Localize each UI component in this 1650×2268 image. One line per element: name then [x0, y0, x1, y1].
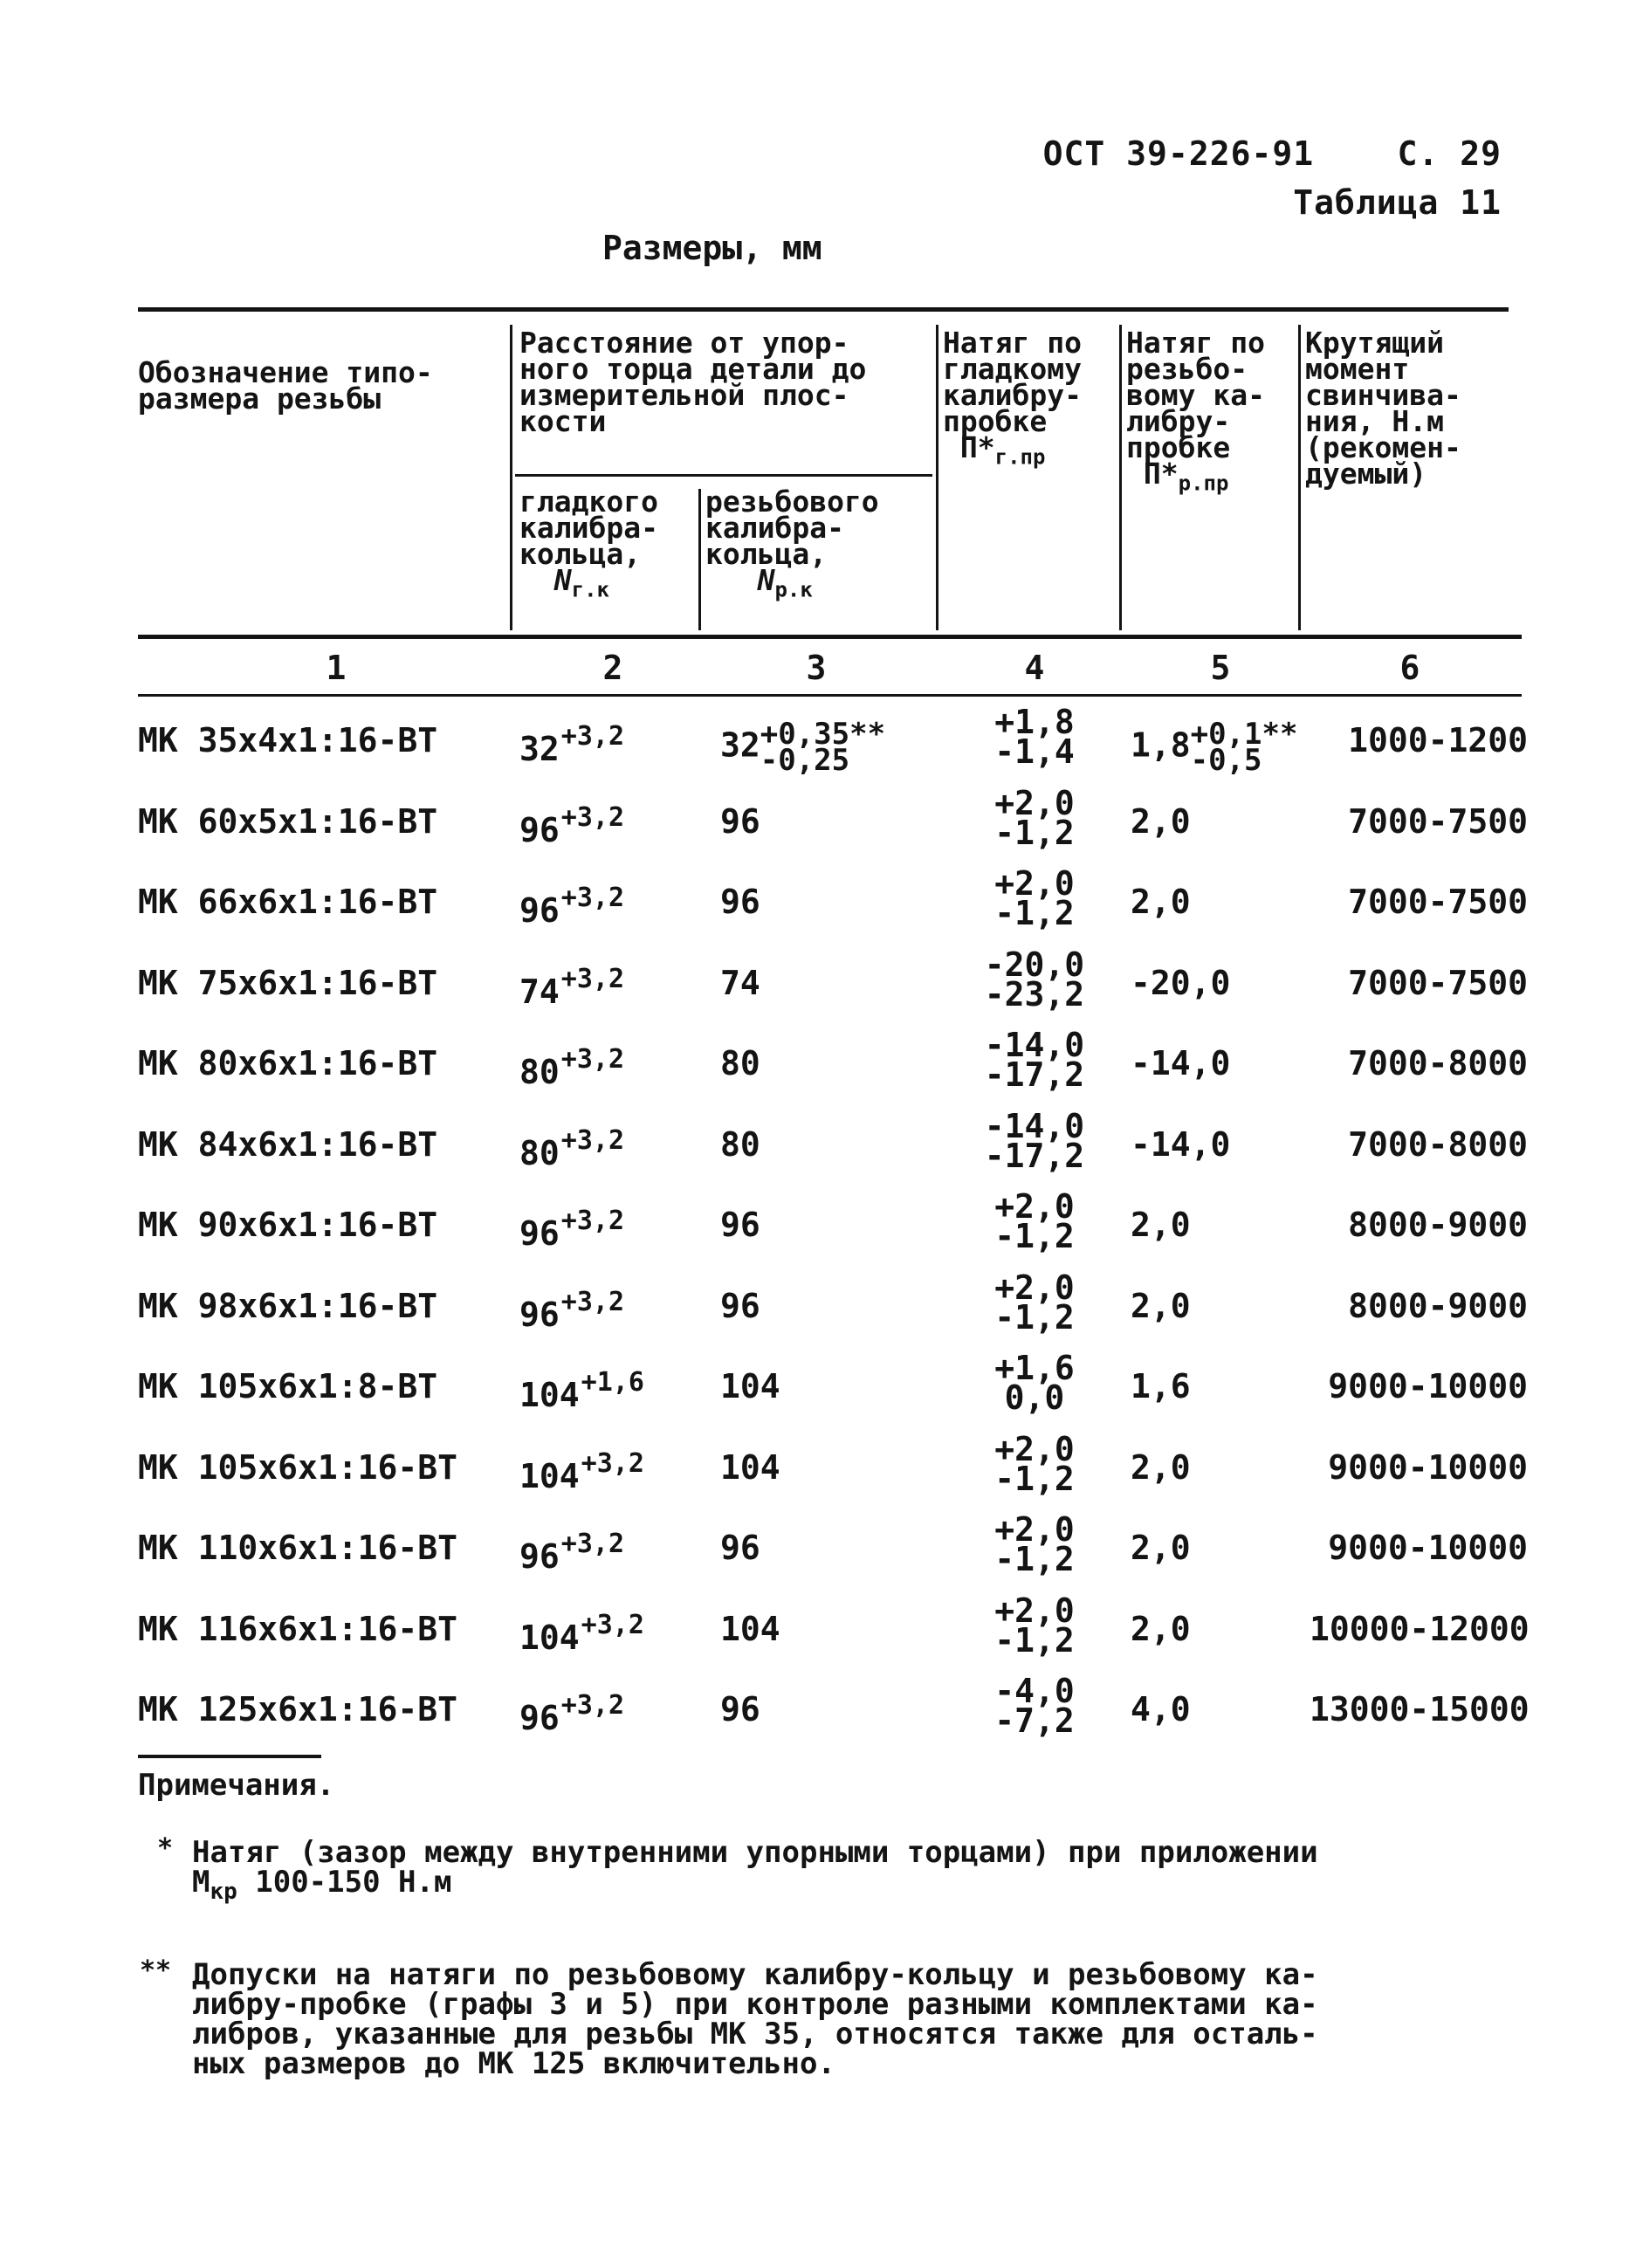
p-gpr-tolerance: +2,0 -1,2 — [994, 1268, 1075, 1337]
n-gk-value: $80^{+3,2}$ — [519, 1124, 625, 1172]
n-gk-value: $96^{+3,2}$ — [519, 1529, 625, 1576]
thread-designation: МК 125x6x1:16-ВТ — [138, 1690, 458, 1728]
n-rk-value: 104 — [720, 1367, 780, 1405]
torque-value: 7000-8000 — [1348, 1044, 1528, 1082]
p-gpr-tolerance: -14,0 -17,2 — [984, 1026, 1085, 1094]
thread-designation: МК 75x6x1:16-ВТ — [138, 963, 438, 1002]
thread-designation: МК 98x6x1:16-ВТ — [138, 1286, 438, 1325]
thread-designation: МК 105x6x1:8-ВТ — [138, 1367, 438, 1405]
header-col23-group: Расстояние от упор- ного торца детали до измерительной плос- кости — [519, 326, 867, 438]
n-rk-value: 104 — [720, 1609, 780, 1648]
n-gk-value: $74^{+3,2}$ — [519, 963, 625, 1011]
n-gk-value: $96^{+3,2}$ — [519, 1690, 625, 1737]
table-top-rule — [138, 307, 1509, 312]
table-row — [0, 1187, 1650, 1272]
p-gpr-tolerance: +2,0 -1,2 — [994, 1187, 1075, 1255]
column-number: 4 — [1024, 649, 1045, 687]
column-number: 2 — [602, 649, 623, 687]
torque-value: 13000-15000 — [1310, 1690, 1530, 1728]
header-col4: Натяг по гладкому калибру- пробке $П*_{г.пр}$ — [943, 326, 1082, 470]
torque-value: 7000-7500 — [1348, 883, 1528, 921]
n-rk-value: 96 — [720, 1529, 760, 1567]
units-caption: Размеры, мм — [602, 229, 822, 267]
table-row — [0, 1510, 1650, 1595]
note2-mark: ** — [140, 1955, 172, 1986]
torque-value: 7000-8000 — [1348, 1124, 1528, 1164]
n-rk-value: 96 — [720, 1206, 760, 1244]
p-rpr-value: 2,0 — [1131, 1529, 1191, 1567]
header-col5: Натяг по резьбо- вому ка- либру- пробке $П*_{р.пр}$ — [1126, 326, 1265, 496]
doc-code: ОСТ 39-226-91 — [1042, 134, 1315, 173]
p-gpr-tolerance: +2,0 -1,2 — [994, 1591, 1075, 1660]
col-separator — [698, 489, 701, 630]
n-gk-value: $104^{+3,2}$ — [519, 1609, 644, 1657]
torque-value: 1000-1200 — [1348, 721, 1528, 759]
n-rk-value: 96 — [720, 1286, 760, 1325]
thread-designation: МК 116x6x1:16-ВТ — [138, 1609, 458, 1648]
note-1: * Натяг (зазор между внутренними упорными торцами) при приложении $М_{кр}$ 100-150 Н.м — [157, 1833, 1318, 1905]
torque-value: 9000-10000 — [1328, 1529, 1528, 1567]
torque-value: 8000-9000 — [1348, 1286, 1528, 1325]
thread-designation: МК 90x6x1:16-ВТ — [138, 1206, 438, 1244]
p-rpr-value: 2,0 — [1131, 1609, 1191, 1648]
thread-designation: МК 80x6x1:16-ВТ — [138, 1044, 438, 1082]
header-col3: резьбового калибра- кольца, $N_{р.к}$ — [705, 485, 879, 602]
p-gpr-tolerance: +1,8 -1,4 — [994, 703, 1075, 771]
p-rpr-value: 2,0 — [1131, 801, 1191, 841]
page-number: С. 29 — [1397, 134, 1502, 173]
thread-designation: МК 66x6x1:16-ВТ — [138, 883, 438, 921]
p-rpr-value: 2,0 — [1131, 1447, 1191, 1487]
p-rpr-value: -20,0 — [1131, 963, 1231, 1002]
torque-value: 9000-10000 — [1328, 1447, 1528, 1487]
p-gpr-tolerance: +2,0 -1,2 — [994, 1429, 1075, 1498]
n-gk-value: $96^{+3,2}$ — [519, 801, 625, 849]
table-row — [0, 1026, 1650, 1110]
n-gk-value: $104^{+3,2}$ — [519, 1447, 644, 1495]
table-row — [0, 1268, 1650, 1353]
n-rk-value: 74 — [720, 963, 760, 1002]
document-header — [1043, 129, 1502, 227]
p-gpr-tolerance: +2,0 -1,2 — [994, 783, 1075, 852]
p-rpr-value: 2,0 — [1131, 1206, 1191, 1244]
torque-value: 9000-10000 — [1328, 1367, 1528, 1405]
table-row — [0, 1672, 1650, 1756]
table-row — [0, 864, 1650, 949]
table-row — [0, 1349, 1650, 1433]
thread-designation: МК 110x6x1:16-ВТ — [138, 1529, 458, 1567]
n-rk-value: 104 — [720, 1447, 780, 1487]
col-separator — [510, 325, 512, 630]
col-separator — [1298, 325, 1301, 630]
col-separator — [936, 325, 938, 630]
n-rk-value: 32+0,35** -0,25 — [720, 717, 886, 778]
header-col6: Крутящий момент свинчива- ния, Н.м (рекомен- дуемый) — [1305, 326, 1461, 491]
column-number: 5 — [1210, 649, 1231, 687]
n-gk-value: $80^{+3,2}$ — [519, 1044, 625, 1091]
p-rpr-value: -14,0 — [1131, 1124, 1231, 1164]
table-row — [0, 783, 1650, 869]
column-number: 3 — [806, 649, 827, 687]
thread-designation: МК 35x4x1:16-ВТ — [138, 721, 438, 759]
column-number: 6 — [1399, 649, 1420, 687]
table-row — [0, 1106, 1650, 1192]
column-number: 1 — [326, 649, 347, 687]
n-rk-value: 80 — [720, 1044, 760, 1082]
p-rpr-value: -14,0 — [1131, 1044, 1231, 1082]
p-rpr-value: 4,0 — [1131, 1690, 1191, 1728]
p-rpr-value: 1,8+0,1** -0,5 — [1131, 717, 1298, 778]
thread-designation: МК 84x6x1:16-ВТ — [138, 1124, 438, 1164]
p-rpr-value: 2,0 — [1131, 883, 1191, 921]
header-bottom-rule — [138, 635, 1522, 639]
n-rk-value: 96 — [720, 883, 760, 921]
header-col1: Обозначение типо- размера резьбы — [138, 355, 433, 416]
subheader-rule — [515, 474, 932, 477]
table-row — [0, 703, 1650, 787]
note-2: ** Допуски на натяги по резьбовому калибру-кольцу и резьбовому ка- либру-пробке (графы 3 и 5) при контроле разными комплектами ка- либров, указанные для резьбы МК 35, относятся также для осталь- ных размеров до МК 125 включительно. — [140, 1955, 1318, 2081]
torque-value: 10000-12000 — [1310, 1609, 1530, 1648]
torque-value: 7000-7500 — [1348, 963, 1528, 1002]
p-gpr-tolerance: -4,0 -7,2 — [994, 1672, 1075, 1740]
header-col2: гладкого калибра- кольца, $N_{г.к}$ — [519, 485, 658, 602]
n-rk-value: 80 — [720, 1124, 760, 1164]
p-rpr-value: 2,0 — [1131, 1286, 1191, 1325]
note1-mark: * — [157, 1833, 174, 1864]
p-gpr-tolerance: -14,0 -17,2 — [984, 1106, 1085, 1175]
table-row — [0, 1429, 1650, 1515]
thread-designation: МК 60x5x1:16-ВТ — [138, 801, 438, 841]
p-gpr-tolerance: +2,0 -1,2 — [994, 1510, 1075, 1578]
n-gk-value: $104^{+1,6}$ — [519, 1367, 644, 1414]
p-gpr-tolerance: +2,0 -1,2 — [994, 864, 1075, 932]
torque-value: 7000-7500 — [1348, 801, 1528, 841]
table-row — [0, 1591, 1650, 1676]
n-rk-value: 96 — [720, 801, 760, 841]
n-gk-value: $96^{+3,2}$ — [519, 1206, 625, 1253]
thread-designation: МК 105x6x1:16-ВТ — [138, 1447, 458, 1487]
column-numbers-rule — [138, 694, 1522, 697]
n-gk-value: $32^{+3,2}$ — [519, 721, 625, 768]
torque-value: 8000-9000 — [1348, 1206, 1528, 1244]
p-gpr-tolerance: -20,0 -23,2 — [984, 945, 1085, 1014]
n-gk-value: $96^{+3,2}$ — [519, 883, 625, 930]
notes-rule — [138, 1755, 321, 1758]
table-label: Таблица 11 — [1293, 183, 1502, 222]
notes-title: Примечания. — [138, 1768, 335, 1803]
col-separator — [1119, 325, 1122, 630]
n-gk-value: $96^{+3,2}$ — [519, 1286, 625, 1334]
p-gpr-tolerance: +1,6 0,0 — [994, 1349, 1075, 1417]
n-rk-value: 96 — [720, 1690, 760, 1728]
table-row — [0, 945, 1650, 1030]
p-rpr-value: 1,6 — [1131, 1367, 1191, 1405]
